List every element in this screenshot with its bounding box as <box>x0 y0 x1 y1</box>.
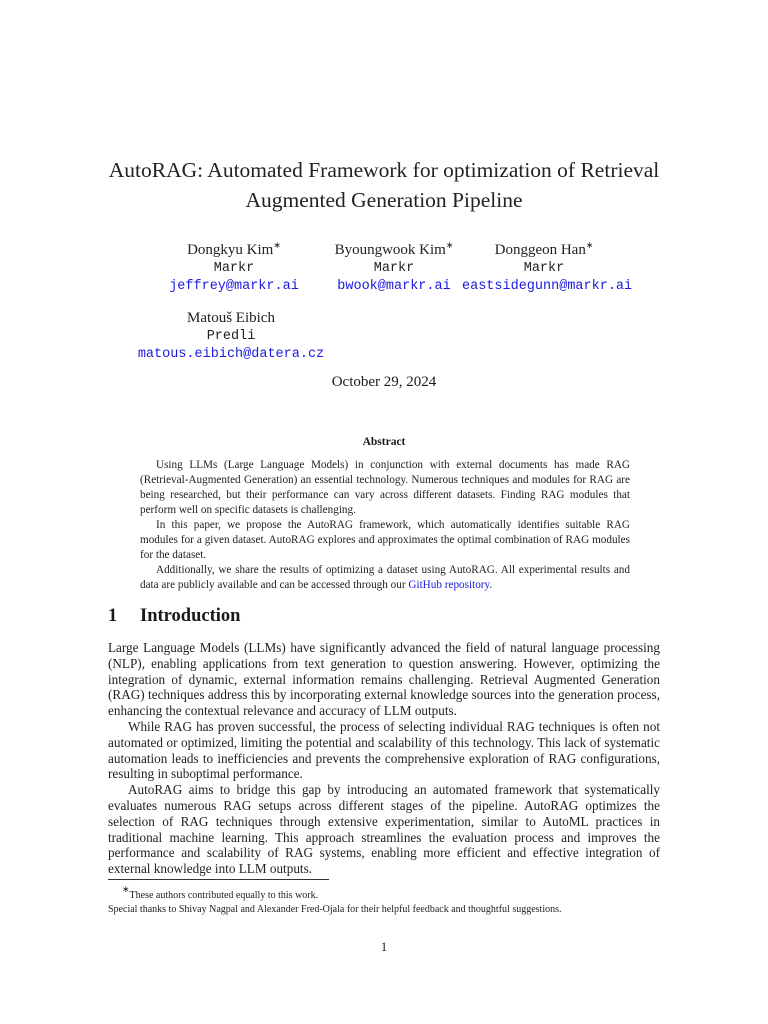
section-body <box>108 640 660 877</box>
github-repository-link[interactable]: GitHub repository <box>408 579 490 591</box>
page-number: 1 <box>380 940 388 954</box>
author-email[interactable]: eastsidegunn@markr.ai <box>462 279 633 294</box>
author-email[interactable]: matous.eibich@datera.cz <box>137 347 325 362</box>
section-number: 1 <box>108 606 118 626</box>
author-block <box>322 236 466 297</box>
footnotes <box>108 882 668 917</box>
section-heading <box>108 606 240 627</box>
abstract-paragraph: Additionally, we share the results of optimizing a dataset using AutoRAG. All experimental results and data are publicly available and can be accessed through our GitHub repository. <box>140 564 630 591</box>
author-affiliation: Markr <box>523 260 565 276</box>
author-name: Byoungwook Kim∗ <box>334 240 454 258</box>
author-affiliation: Predli <box>206 328 256 344</box>
body-paragraph: While RAG has proven successful, the process of selecting individual RAG techniques is often not automated or optimized, limiting the potential and scalability of this technology. This lack of systematic automation leads to inefficiencies and prevents the comprehensive exploration of RAG configurations, resulting in suboptimal performance. <box>108 718 660 782</box>
author-block <box>160 236 308 297</box>
author-email[interactable]: bwook@markr.ai <box>337 279 451 294</box>
abstract-paragraph: In this paper, we propose the AutoRAG framework, which automatically identifies suitable RAG modules for a given dataset. AutoRAG explores and approximates the optimal combination of RAG modules for the dataset. <box>140 519 630 561</box>
footnote-divider <box>108 879 329 880</box>
footnote: ∗These authors contributed equally to this work. <box>122 884 319 901</box>
abstract-heading: Abstract <box>362 436 406 448</box>
author-email[interactable]: jeffrey@markr.ai <box>169 279 299 294</box>
author-block <box>136 309 326 365</box>
footnote: Special thanks to Shivay Nagpal and Alexander Fred-Ojala for their helpful feedback and thoughtful suggestions. <box>108 904 562 915</box>
title-line-1: AutoRAG: Automated Framework for optimization of Retrieval <box>108 158 660 182</box>
author-name: Matouš Eibich <box>187 310 275 326</box>
title-line-2: Augmented Generation Pipeline <box>245 188 523 212</box>
body-paragraph: AutoRAG aims to bridge this gap by introducing an automated framework that systematically evaluates numerous RAG setups across different stages of the pipeline. AutoRAG optimizes the selection of RAG techniques through extensive experimentation, similar to AutoML practices in traditional machine learning. This approach streamlines the evaluation process and improves the performance and scalability of RAG systems, enabling more efficient and effective integration of external knowledge into LLM outputs. <box>108 782 660 877</box>
author-name: Donggeon Han∗ <box>494 240 594 258</box>
paper-title <box>80 155 688 215</box>
paper-date: October 29, 2024 <box>331 374 437 390</box>
author-block <box>462 236 633 297</box>
abstract-paragraph: Using LLMs (Large Language Models) in conjunction with external documents has made RAG (Retrieval-Augmented Generation) an essential technology. Numerous techniques and modules for RAG are being researched, but their performance can vary across different datasets. Finding RAG modules that perform well on specific datasets is challenging. <box>140 459 630 516</box>
author-affiliation: Markr <box>213 260 255 276</box>
author-affiliation: Markr <box>373 260 415 276</box>
body-paragraph: Large Language Models (LLMs) have significantly advanced the field of natural language processing (NLP), enabling applications from text generation to question answering. However, optimizing the integration of dynamic, external information remains challenging. Retrieval Augmented Generation (RAG) techniques address this by incorporating external knowledge sources into the generation process, enhancing the contextual relevance and accuracy of LLM outputs. <box>108 640 660 719</box>
section-title: Introduction <box>140 606 241 626</box>
author-name: Dongkyu Kim∗ <box>187 240 281 258</box>
abstract-body <box>140 458 630 593</box>
